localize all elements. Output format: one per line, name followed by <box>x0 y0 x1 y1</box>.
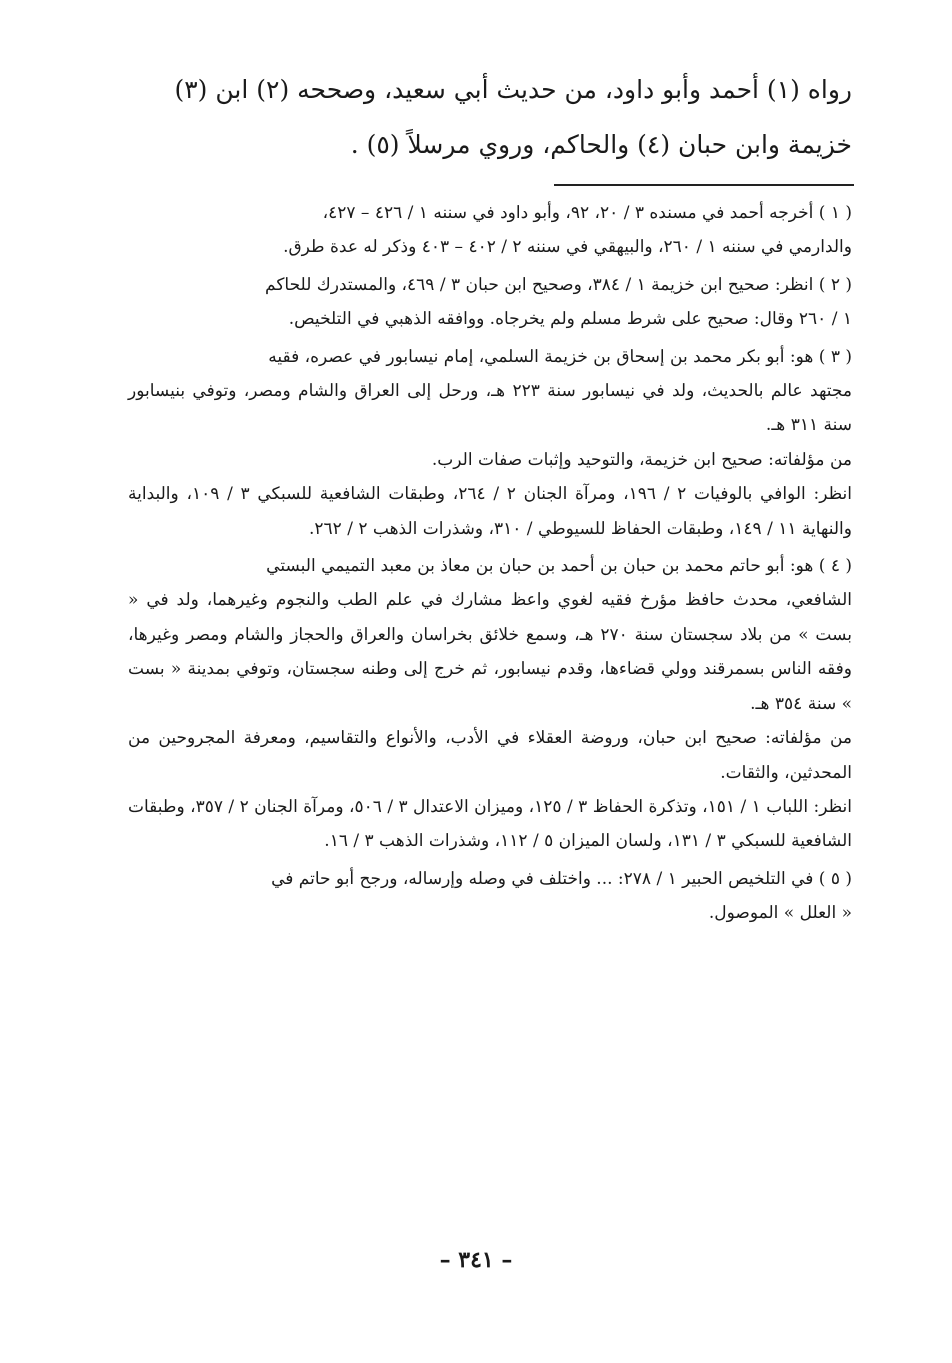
footnote-references: انظر: الوافي بالوفيات ٢ / ١٩٦، ومرآة الجنان ٢ / ٢٦٤، وطبقات الشافعية للسبكي ٣ / ١٠٩، والبداية والنهاية ١١ / ١٤٩، وطبقات الحفاظ للسيوطي / ٣١٠، وشذرات الذهب ٢ / ٢٦٢. <box>128 484 852 539</box>
main-text-line: خزيمة وابن حبان (٤) والحاكم، وروي مرسلاً (٥) . <box>350 130 852 159</box>
main-text-line: رواه (١) أحمد وأبو داود، من حديث أبي سعيد، وصححه (٢) ابن (٣) <box>174 75 852 104</box>
footnote-text: ( ٤ ) هو: أبو حاتم محمد بن حبان بن أحمد بن حبان بن معاذ بن معبد التميمي البستي <box>266 556 852 577</box>
footnote-text: « العلل » الموصول. <box>708 903 852 924</box>
page-number: – ٣٤١ – <box>439 1247 513 1273</box>
footnote-text: الشافعي، محدث حافظ مؤرخ فقيه لغوي واعظ مشارك في علم الطب والنجوم وغيرهما، ولد في « بست » من بلاد سجستان سنة ٢٧٠ هـ، وسمع خلائق بخراسان والعراق والحجاز والشام ومصر وغيرها، وفقه الناس بسمرقند وولي قضاءها، وقدم نيسابور، ثم خرج إلى وطنه سجستان، وتوفي بمدينة « بست » سنة ٣٥٤ هـ. <box>128 590 853 714</box>
footnote-works: من مؤلفاته: صحيح ابن خزيمة، والتوحيد وإثبات صفات الرب. <box>431 449 852 470</box>
footnote-text: ١ / ٢٦٠ وقال: صحيح على شرط مسلم ولم يخرجاه. ووافقه الذهبي في التلخيص. <box>288 309 852 330</box>
footnote-4 <box>128 549 852 859</box>
footnote-text: ( ٣ ) هو: أبو بكر محمد بن إسحاق بن خزيمة السلمي، إمام نيسابور في عصره، فقيه <box>268 346 852 367</box>
footnote-references: انظر: اللباب ١ / ١٥١، وتذكرة الحفاظ ٣ / ١٢٥، وميزان الاعتدال ٣ / ٥٠٦، ومرآة الجنان ٢ / ٣٥٧، وطبقات الشافعية للسبكي ٣ / ١٣١، ولسان الميزان ٥ / ١١٢، وشذرات الذهب ٣ / ١٦. <box>128 796 853 852</box>
footnote-works: من مؤلفاته: صحيح ابن حبان، وروضة العقلاء في الأدب، والأنواع والتقاسيم، ومعرفة المجروحين من المحدثين، والثقات. <box>128 728 852 783</box>
main-text <box>128 62 852 172</box>
footnote-text: مجتهد عالم بالحديث، ولد في نيسابور سنة ٢٢٣ هـ، ورحل إلى العراق والشام ومصر، وتوفي بنيسابور سنة ٣١١ هـ. <box>128 381 853 436</box>
footnote-1 <box>128 196 852 265</box>
footnote-text: والدارمي في سننه ١ / ٢٦٠، والبيهقي في سننه ٢ / ٤٠٢ – ٤٠٣ وذكر له عدة طرق. <box>283 237 852 258</box>
footnote-text: ( ٢ ) انظر: صحيح ابن خزيمة ١ / ٣٨٤، وصحيح ابن حبان ٣ / ٤٦٩، والمستدرك للحاكم <box>265 274 852 295</box>
footnote-2 <box>128 268 852 337</box>
footnote-5 <box>128 862 852 931</box>
footnote-text: ( ٥ ) في التلخيص الحبير ١ / ٢٧٨: ... واختلف في وصله وإرساله، ورجح أبو حاتم في <box>271 868 852 889</box>
footnotes <box>128 196 852 934</box>
footnote-3 <box>128 340 852 546</box>
footnote-text: ( ١ ) أخرجه أحمد في مسنده ٣ / ٢٠، ٩٢، وأبو داود في سننه ١ / ٤٢٦ – ٤٢٧، <box>322 203 852 223</box>
footnote-separator <box>554 184 854 186</box>
